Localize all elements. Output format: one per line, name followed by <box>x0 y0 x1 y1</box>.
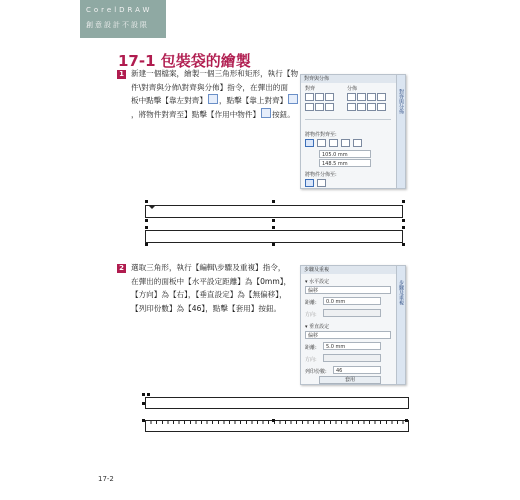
h-distance-field[interactable]: 0.0 mm <box>323 297 381 305</box>
step1-line3-b: ，點擊【靠上對齊】 <box>218 96 288 105</box>
align-panel-tab[interactable] <box>396 75 405 188</box>
step-repeat-title: 步驟及重複 <box>301 266 405 274</box>
grid-icon[interactable] <box>341 139 350 147</box>
point-icon[interactable] <box>353 139 362 147</box>
distribute-spacing-h-icon[interactable] <box>367 93 376 101</box>
horizontal-section <box>305 278 329 285</box>
align-panel-title: 對齊與分佈 <box>301 75 405 83</box>
step2-text <box>131 261 291 315</box>
selection-handle[interactable] <box>405 419 408 422</box>
step1-line3 <box>131 94 299 108</box>
distribute-target-label: 將物件分佈至: <box>305 172 337 178</box>
v-distance-label: 距離: <box>305 345 317 351</box>
step1-line4-a: ，將物件對齊至】點擊【作用中物件】 <box>131 109 261 119</box>
vertical-header: 垂直設定 <box>309 324 330 330</box>
selection-handle[interactable] <box>272 419 275 422</box>
align-col-label: 對齊 <box>305 86 316 92</box>
selection-handle[interactable] <box>272 243 275 246</box>
active-object-button-icon[interactable] <box>305 139 314 147</box>
selection-handle[interactable] <box>272 226 275 229</box>
step-number-2: 2 <box>117 264 126 273</box>
horizontal-mode-select[interactable]: 偏移 <box>305 286 391 294</box>
page-extent-icon[interactable] <box>317 179 326 187</box>
distribute-bottom-icon[interactable] <box>377 103 386 111</box>
triangle-row <box>145 420 407 424</box>
align-top-button-icon[interactable] <box>305 103 314 111</box>
align-bottom-icon[interactable] <box>325 103 334 111</box>
x-coordinate-field[interactable]: 105.0 mm <box>319 150 371 158</box>
align-right-icon[interactable] <box>325 93 334 101</box>
step2-line3: 【方向】為【右】，【垂直設定】為【無偏移】， <box>131 290 287 299</box>
selection-handle[interactable] <box>402 243 405 246</box>
bottom-rectangle <box>145 230 403 243</box>
page-number: 17-2 <box>98 475 114 483</box>
align-center-h-icon[interactable] <box>315 93 324 101</box>
vertical-mode-select[interactable]: 偏移 <box>305 331 391 339</box>
selection-handle[interactable] <box>272 200 275 203</box>
copies-label: 列印份數: <box>305 369 327 375</box>
step1-line3-a: 板中點擊【靠左對齊】 <box>131 96 207 105</box>
triangle-shape <box>148 205 156 209</box>
step1-line4-b: 按鈕。 <box>272 109 295 119</box>
active-object-icon <box>261 108 271 118</box>
selection-handle[interactable] <box>402 200 405 203</box>
distribute-right-icon[interactable] <box>377 93 386 101</box>
selection-handle[interactable] <box>142 402 145 405</box>
y-coordinate-field[interactable]: 148.5 mm <box>319 159 371 167</box>
brand-text: CorelDRAW <box>86 6 153 14</box>
selection-handle[interactable] <box>142 393 145 396</box>
selection-handle[interactable] <box>145 243 148 246</box>
align-target-label: 將物件對齊至: <box>305 132 337 138</box>
top-rectangle <box>145 205 403 218</box>
v-direction-select[interactable] <box>323 354 381 362</box>
align-top-icon <box>288 94 298 104</box>
align-left-button-icon[interactable] <box>305 93 314 101</box>
step-repeat-tab-label: 步驟及重複 <box>398 280 404 305</box>
selection-extent-icon[interactable] <box>305 179 314 187</box>
selection-handle[interactable] <box>147 393 150 396</box>
selection-handle[interactable] <box>145 219 148 222</box>
selection-handle[interactable] <box>272 219 275 222</box>
copies-field[interactable]: 46 <box>333 366 381 374</box>
distribute-center-h-icon[interactable] <box>357 93 366 101</box>
repeated-top-rectangle <box>145 397 409 409</box>
section-title: 17-1 包裝袋的繪製 <box>118 52 251 70</box>
distribute-left-icon[interactable] <box>347 93 356 101</box>
align-divider <box>305 119 391 125</box>
v-distance-field[interactable]: 5.0 mm <box>323 342 381 350</box>
v-direction-label: 方向: <box>305 357 317 363</box>
collapse-icon[interactable]: ▾ <box>305 324 310 330</box>
step1-text <box>131 67 299 121</box>
distribute-spacing-v-icon[interactable] <box>367 103 376 111</box>
align-panel <box>300 74 406 189</box>
direction-label: 方向: <box>305 312 317 318</box>
selection-handle[interactable] <box>145 200 148 203</box>
step2-line1: 選取三角形，執行【編輯\步驟及重複】指令， <box>131 263 286 272</box>
selection-handle[interactable] <box>145 226 148 229</box>
distribute-top-icon[interactable] <box>347 103 356 111</box>
step-repeat-tab[interactable] <box>396 266 405 384</box>
header-banner <box>80 0 166 38</box>
align-center-v-icon[interactable] <box>315 103 324 111</box>
step1-line4 <box>131 108 299 122</box>
subtitle-text: 創意設計不設限 <box>86 21 149 29</box>
h-distance-label: 距離: <box>305 300 317 306</box>
collapse-icon[interactable]: ▾ <box>305 279 310 285</box>
horizontal-header: 水平設定 <box>309 279 330 285</box>
vertical-section <box>305 323 329 330</box>
align-panel-tab-label: 對齊與分佈 <box>398 89 404 114</box>
step-number-1: 1 <box>117 70 126 79</box>
step2-line4: 【列印份數】為【46】，點擊【套用】按鈕。 <box>131 303 282 313</box>
page-center-icon[interactable] <box>329 139 338 147</box>
direction-select[interactable] <box>323 309 381 317</box>
step1-line1: 新建一個檔案，繪製一個三角形和矩形，執行【物 <box>131 69 299 78</box>
selection-handle[interactable] <box>142 419 145 422</box>
step-repeat-panel <box>300 265 406 385</box>
align-left-icon <box>208 94 218 104</box>
step1-line2: 件\對齊與分佈\對齊與分佈】指令，在彈出的面 <box>131 82 288 92</box>
distribute-center-v-icon[interactable] <box>357 103 366 111</box>
selection-handle[interactable] <box>402 219 405 222</box>
step2-line2: 在彈出的面板中【水平設定距離】為【0mm】， <box>131 276 292 286</box>
apply-button[interactable]: 套用 <box>319 376 381 384</box>
page-edge-icon[interactable] <box>317 139 326 147</box>
distribute-col-label: 分佈 <box>347 86 358 92</box>
selection-handle[interactable] <box>402 226 405 229</box>
